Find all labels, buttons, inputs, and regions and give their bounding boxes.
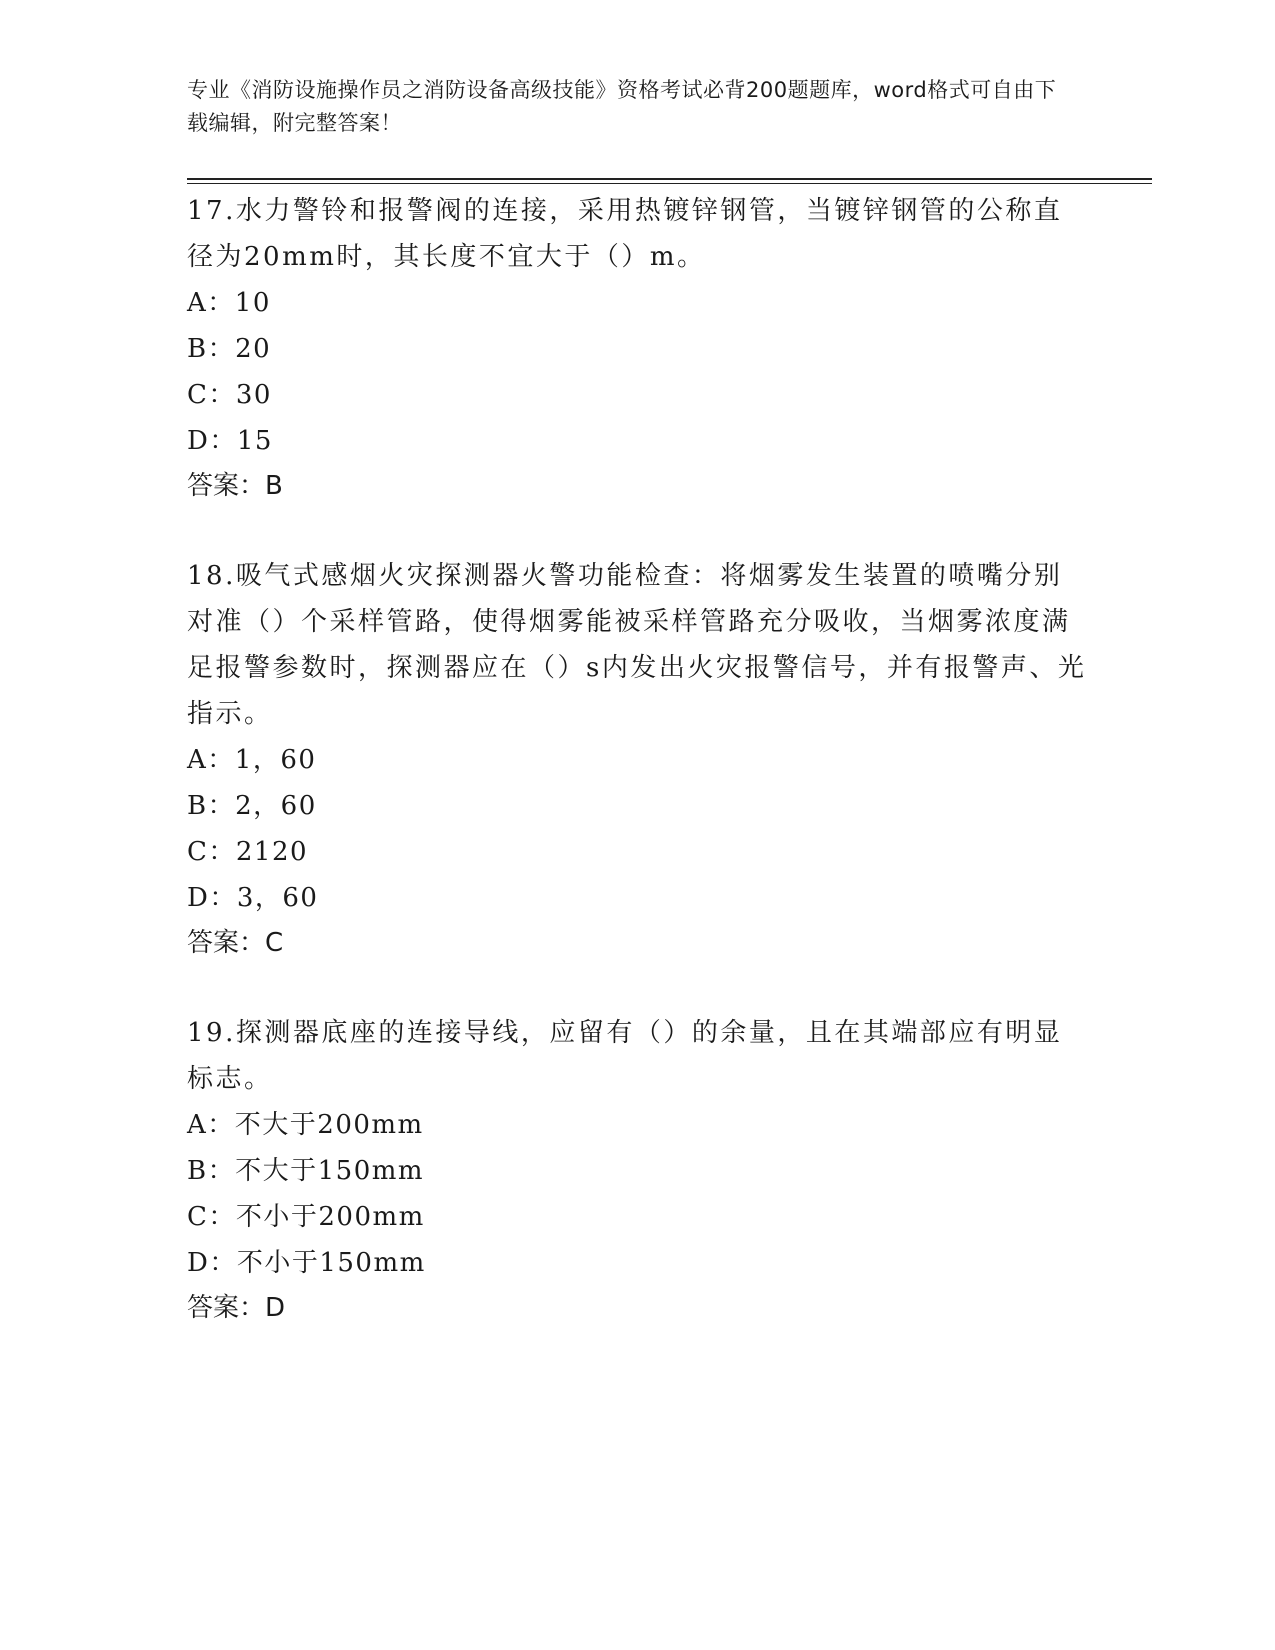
option-c: C：2120 — [187, 837, 309, 867]
question-19 — [187, 1010, 1087, 1330]
option-a: A：10 — [187, 288, 271, 318]
option-c: C：30 — [187, 380, 272, 410]
header-divider-thick — [187, 178, 1152, 180]
answer: 答案：B — [187, 471, 283, 501]
option-a: A：不大于200mm — [187, 1110, 424, 1140]
document-intro: 专业《消防设施操作员之消防设备高级技能》资格考试必背200题题库，word格式可自由下载编辑，附完整答案！ — [187, 78, 1057, 135]
header-divider-thin — [187, 183, 1152, 184]
option-d: D：3，60 — [187, 883, 319, 913]
question-17 — [187, 188, 1087, 508]
option-b: B：2，60 — [187, 791, 317, 821]
option-b: B：不大于150mm — [187, 1156, 425, 1186]
question-stem: 17.水力警铃和报警阀的连接，采用热镀锌钢管，当镀锌钢管的公称直径为20mm时，其长度不宜大于（）m。 — [187, 196, 1063, 272]
answer: 答案：C — [187, 928, 284, 958]
option-a: A：1，60 — [187, 745, 317, 775]
question-18 — [187, 553, 1087, 965]
option-c: C：不小于200mm — [187, 1202, 425, 1232]
option-b: B：20 — [187, 334, 272, 364]
question-stem: 19.探测器底座的连接导线，应留有（）的余量，且在其端部应有明显标志。 — [187, 1018, 1063, 1094]
answer: 答案：D — [187, 1293, 286, 1323]
option-d: D：15 — [187, 426, 273, 456]
option-d: D：不小于150mm — [187, 1248, 426, 1278]
question-stem: 18.吸气式感烟火灾探测器火警功能检查：将烟雾发生装置的喷嘴分别对准（）个采样管路，使得烟雾能被采样管路充分吸收，当烟雾浓度满足报警参数时，探测器应在（）s内发出火灾报警信号，并有报警声、光指示。 — [187, 561, 1087, 729]
